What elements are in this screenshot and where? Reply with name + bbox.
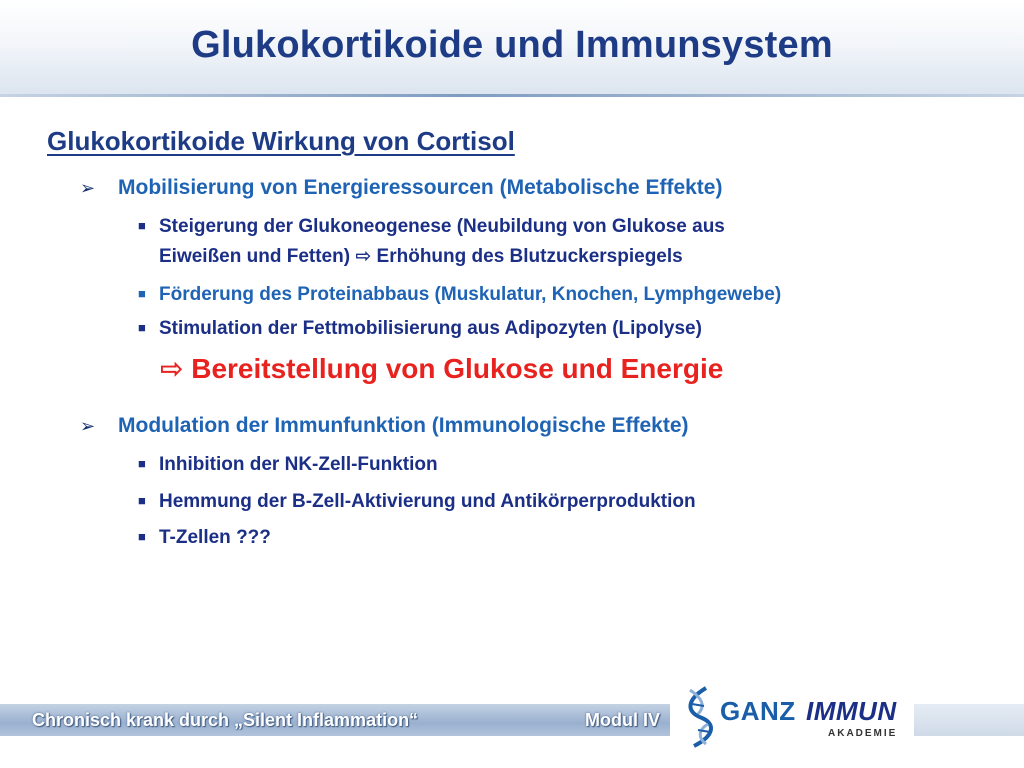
footer-course-title: Chronisch krank durch „Silent Inflammation“ <box>32 710 419 730</box>
sub-bullet-text: Förderung des Proteinabbaus (Muskulatur, Knochen, Lymphgewebe) <box>159 284 782 305</box>
square-bullet-icon: ■ <box>138 320 146 335</box>
square-bullet-icon: ■ <box>138 286 146 301</box>
section-heading: Glukokortikoide Wirkung von Cortisol <box>47 126 515 156</box>
title-divider <box>0 94 1024 97</box>
logo-immun-text: IMMUN <box>806 696 897 726</box>
sub-bullet-protein <box>138 279 1018 310</box>
bullet-immune <box>80 414 689 438</box>
sub-bullet-tcell <box>138 522 1018 553</box>
result-statement: ⇨ Bereitstellung von Glukose und Energie <box>160 353 724 384</box>
logo-ganz-text: GANZ <box>720 696 796 726</box>
sub-bullet-text: Stimulation der Fettmobilisierung aus Adipozyten (Lipolyse) <box>159 318 702 339</box>
sub-bullet-text: Hemmung der B-Zell-Aktivierung und Antikörperproduktion <box>159 491 696 512</box>
bullet-metabolic-label: Mobilisierung von Energieressourcen (Metabolische Effekte) <box>118 176 723 199</box>
sub-bullet-bcell <box>138 486 1018 517</box>
ganzimmun-logo <box>680 684 910 750</box>
square-bullet-icon: ■ <box>138 456 146 471</box>
square-bullet-icon: ■ <box>138 529 146 544</box>
square-bullet-icon: ■ <box>138 218 146 233</box>
sub-bullet-text-line2: Eiweißen und Fetten) ⇨ Erhöhung des Blutzuckerspiegels <box>159 246 683 267</box>
footer-module: Modul IV <box>585 710 660 730</box>
sub-bullet-text-line1: Steigerung der Glukoneogenese (Neubildung von Glukose aus <box>159 216 725 237</box>
sub-bullet-lipolysis <box>138 313 1018 344</box>
logo-akademie-text: AKADEMIE <box>828 728 898 739</box>
arrow-bullet-icon: ➢ <box>80 178 96 198</box>
bullet-metabolic <box>80 176 722 200</box>
sub-bullet-nk <box>138 449 1018 480</box>
arrow-bullet-icon: ➢ <box>80 416 96 436</box>
footer-right-bar <box>914 704 1024 736</box>
square-bullet-icon: ■ <box>138 493 146 508</box>
slide-title: Glukokortikoide und Immunsystem <box>191 24 833 66</box>
sub-bullet-text: Inhibition der NK-Zell-Funktion <box>159 454 438 475</box>
sub-bullet-text: T-Zellen ??? <box>159 527 271 548</box>
dna-helix-icon <box>680 684 720 750</box>
bullet-immune-label: Modulation der Immunfunktion (Immunologische Effekte) <box>118 414 689 437</box>
sub-bullet-gluconeogenesis <box>138 211 1018 272</box>
